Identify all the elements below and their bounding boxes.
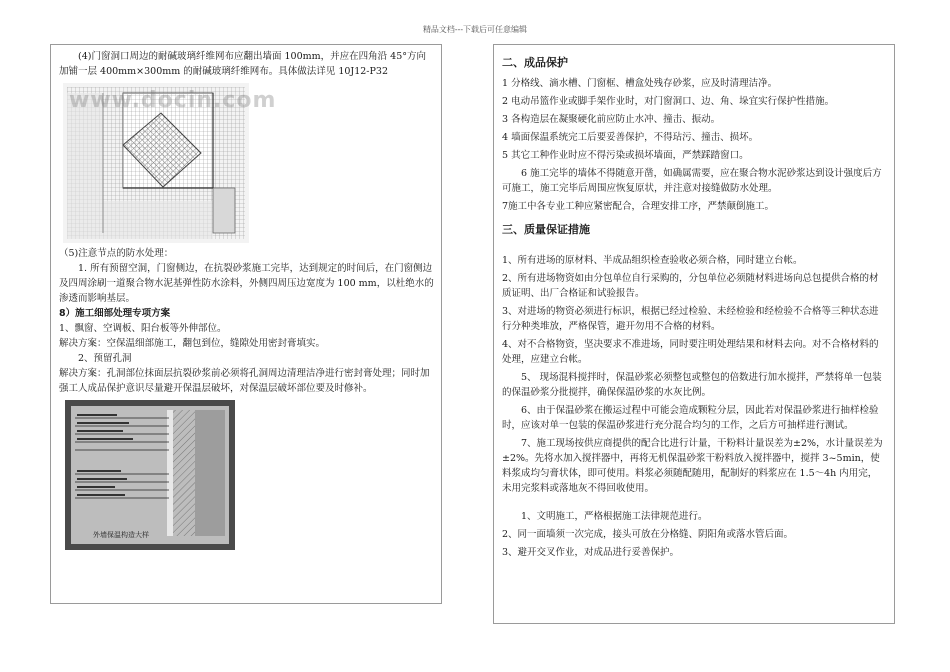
list-item: 7、施工现场按供应商提供的配合比进行计量，干粉料计量误差为±2%，水计量误差为±2%。先将水加入搅拌器中，再将无机保温砂浆干粉料放入搅拌器中，搅拌 3~5min，使料浆成均匀膏状体，即可使用。料浆必须随配随用，配制好的料浆应在 1.5～4h 内用完，未用完浆料或落地灰不得回收使用。 [502,438,883,494]
list-item: 4 墙面保温系统完工后要妥善保护，不得玷污、撞击、损坏。 [502,132,759,143]
right-panel [493,44,895,624]
figure-caption: 外墙保温构造大样 [93,531,149,539]
paragraph-window-mesh: (4)门窗洞口周边的耐碱玻璃纤维网布应翻出墙面 100mm，并应在四角沿 45°方向加铺一层 400mm×300mm 的耐碱玻璃纤维网布。具体做法详见 10J12-P32 [59,51,426,77]
list-item: 3、对进场的物资必须进行标识，根据已经过检验、未经检验和经检验不合格等三种状态进行分种类堆放，严格保管，避开勿用不合格的材料。 [502,306,879,332]
section-quality-title: 三、质量保证措施 [502,223,590,236]
subheading-waterproof: （5)注意节点的防水处理： [59,248,174,259]
heading-detail-plan: 8）施工细部处理专项方案 [59,308,171,319]
list-item: 6、由于保温砂浆在搬运过程中可能会造成颗粒分层，因此若对保温砂浆进行抽样检验时，应该对单一包装的保温砂浆进行充分混合均匀的工作，之后方可抽样进行测试。 [502,405,879,431]
paragraph-waterproof-detail: 1. 所有预留空洞，门窗侧边，在抗裂砂浆施工完毕，达到规定的时间后，在门窗侧边及四周涂刷一道聚合物水泥基弹性防水涂料，外侧四周压边宽度为 100 mm，以杜绝水的渗透而影响基层。 [59,263,434,304]
insulation-section-figure [65,400,235,550]
list-item: 2、同一面墙须一次完成，接头可放在分格缝、阴阳角或落水管后面。 [502,529,794,540]
solution-reserved-hole: 解决方案：孔洞部位抹面层抗裂砂浆前必须将孔洞周边清理洁净进行密封膏处理；同时加强工人成品保护意识尽量避开保温层破坏，对保温层破坏部位要及时修补。 [59,368,430,394]
list-item: 5、 现场混料搅拌时，保温砂浆必须整包或整包的倍数进行加水搅拌，严禁将单一包装的保温砂浆分批搅拌，确保保温砂浆的水灰比例。 [502,372,882,398]
section-finished-protection-title: 二、成品保护 [502,56,568,69]
docin-watermark: www.docin.com [69,88,277,113]
page-header-note: 精品文档---下载后可任意编辑 [422,25,528,34]
list-item: 3 各构造层在凝聚硬化前应防止水冲、撞击、振动。 [502,114,721,125]
insulation-section-diagram [65,400,235,550]
list-item: 4、对不合格物资，坚决要求不准进场，同时要注明处理结果和材料去向。对不合格材料的处理，应建立台帐。 [502,339,879,365]
mesh-reinforcement-figure [63,83,277,243]
list-item: 1、文明施工，严格根据施工法律规范进行。 [521,511,708,522]
list-item: 1、所有进场的原材料、半成品组织检查验收必须合格，同时建立台帐。 [502,255,803,266]
left-panel [50,44,442,604]
item-bay-window: 1、飘窗、空调板、阳台板等外伸部位。 [59,323,227,334]
solution-bay-window: 解决方案：空保温细部施工，翻包到位，缝隙处用密封膏填实。 [59,338,326,349]
item-reserved-hole: 2、预留孔洞 [78,353,132,364]
list-item: 2 电动吊篮作业或脚手架作业时，对门窗洞口、边、角、垛宜实行保护性措施。 [502,96,835,107]
list-item: 5 其它工种作业时应不得污染或损坏墙面，严禁踩踏窗口。 [502,150,749,161]
list-item: 3、避开交叉作业，对成品进行妥善保护。 [502,547,680,558]
list-item: 6 施工完毕的墙体不得随意开凿，如确属需要，应在聚合物水泥砂浆达到设计强度后方可施工，施工完毕后周围应恢复原状，并注意对接缝做防水处理。 [502,168,882,194]
list-item: 7施工中各专业工种应紧密配合，合理安排工序，严禁颠倒施工。 [502,201,775,212]
list-item: 2、所有进场物资如由分包单位自行采购的，分包单位必须随材料进场向总包提供合格的材质证明、出厂合格证和试验报告。 [502,273,879,299]
list-item: 1 分格线、滴水槽、门窗框、槽盒处残存砂浆，应及时清理洁净。 [502,78,778,89]
